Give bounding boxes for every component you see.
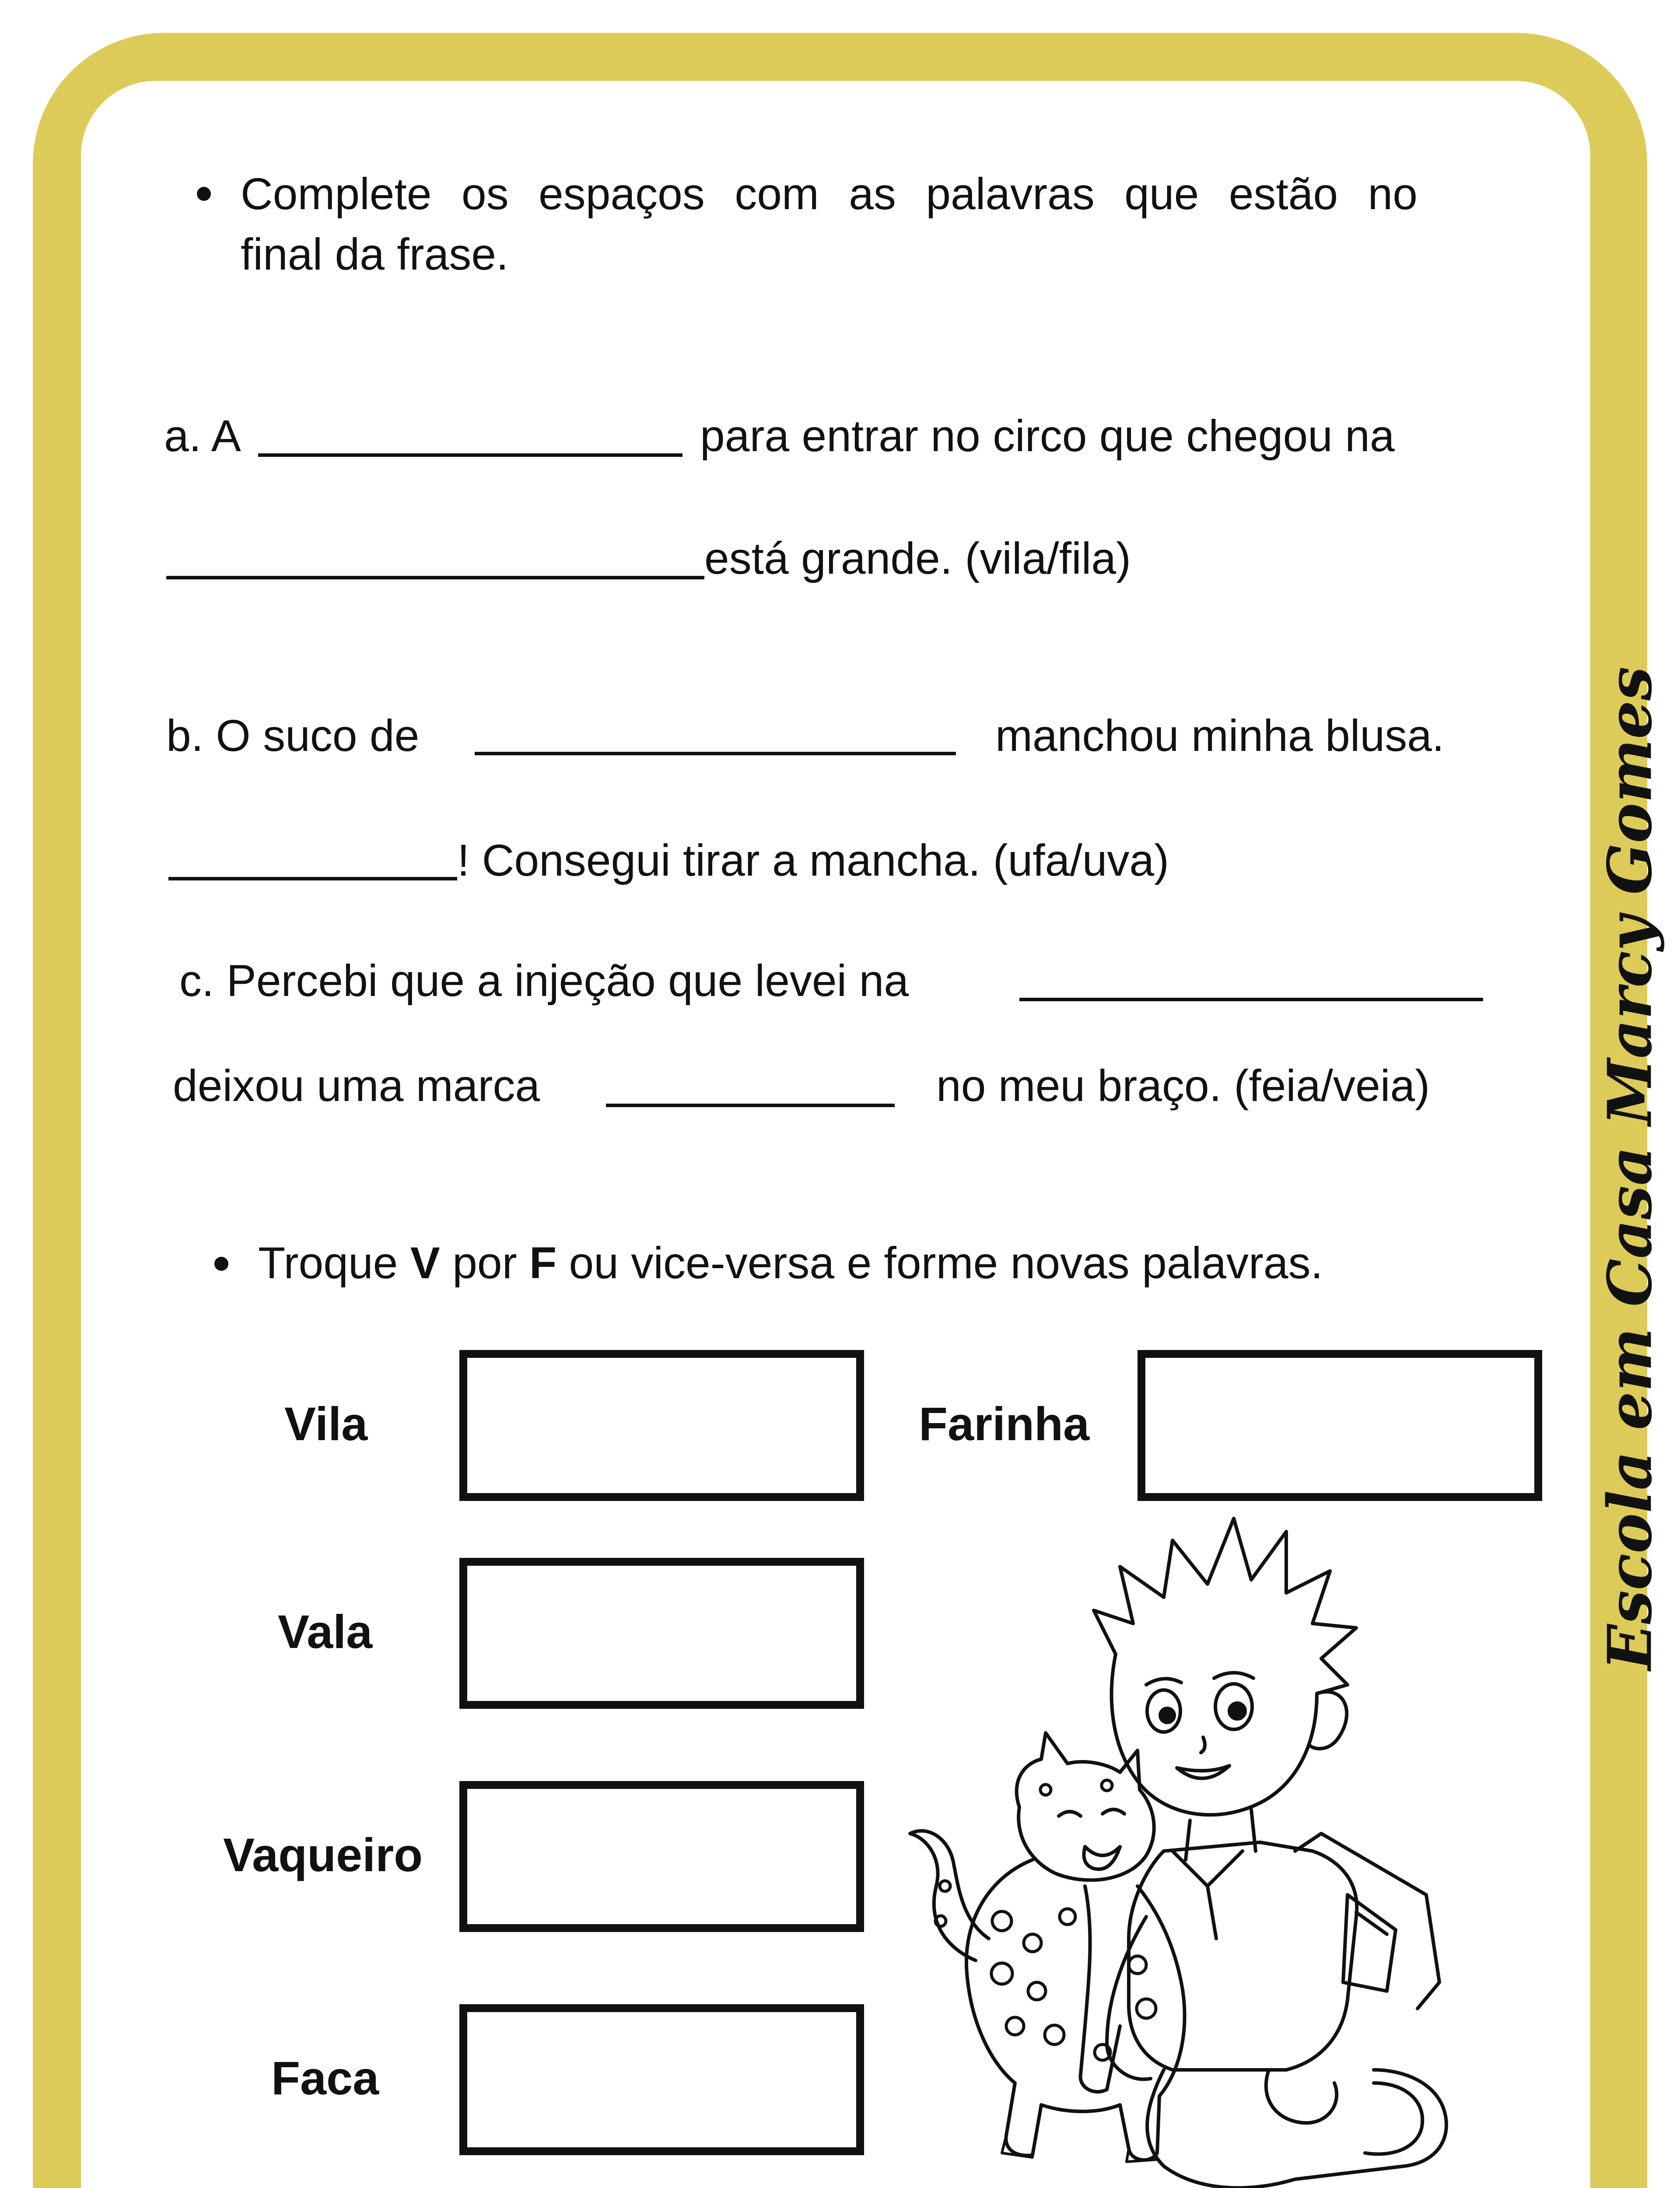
bullet-icon [197,187,211,201]
boy-shirt [1129,1842,1357,2070]
boy-hand [1266,2070,1337,2123]
answer-box-farinha[interactable] [1138,1350,1542,1501]
exercise-b-line-1-text: manchou minha blusa. [995,711,1445,761]
exercise-a-blank-1[interactable] [258,453,682,457]
instruction-2: Troque V por F ou vice-versa e forme novas palavras. [258,1238,1323,1288]
exercise-c-line-2-end: no meu braço. (feia/veia) [936,1061,1430,1111]
word-label-vaqueiro: Vaqueiro [223,1828,423,1881]
boy-nose [1201,1737,1205,1753]
exercise-a-line-2-text: está grande. (vila/fila) [704,533,1131,583]
exercise-c-line-1-text: c. Percebi que a injeção que levei na [179,956,909,1006]
exercise-a-line-1-text: para entrar no circo que chegou na [700,411,1395,461]
word-label-vila: Vila [284,1397,368,1450]
exercise-b-blank-1[interactable] [475,752,956,755]
answer-box-vila[interactable] [459,1350,864,1501]
word-label-farinha: Farinha [919,1397,1090,1450]
exercise-c-blank-2[interactable] [606,1104,895,1107]
boy-hair [1094,1518,1356,1694]
jaguar-tail [910,1831,989,1960]
exercise-b-blank-2[interactable] [168,877,457,880]
instruction-1-line-1: Complete os espaços com as palavras que estão no [241,169,1418,219]
answer-box-vala[interactable] [459,1558,864,1709]
boy-and-jaguar-illustration [901,1501,1505,2188]
bullet-icon [214,1257,228,1271]
answer-box-faca[interactable] [459,2004,864,2155]
exercise-a-prefix: a. A [164,411,241,461]
exercise-c-blank-1[interactable] [1019,998,1483,1001]
jaguar-spots [935,1780,1156,2060]
exercise-a-blank-2[interactable] [166,576,704,579]
jaguar-mouth [1084,1847,1120,1869]
side-brand-text: Escola em Casa Marcy Gomes [1594,666,1666,1670]
word-label-faca: Faca [271,2051,379,2104]
instruction-1-line-2: final da frase. [241,229,509,279]
exercise-b-prefix: b. O suco de [166,711,420,761]
boy-mouth [1177,1766,1229,1778]
exercise-b-line-2-text: ! Consegui tirar a mancha. (ufa/uva) [457,835,1169,885]
jaguar-eyes [1059,1809,1124,1816]
word-label-vala: Vala [278,1605,373,1658]
exercise-c-line-2-text: deixou uma marca [173,1061,540,1111]
answer-box-vaqueiro[interactable] [459,1781,864,1932]
jaguar-body [966,1860,1185,2160]
